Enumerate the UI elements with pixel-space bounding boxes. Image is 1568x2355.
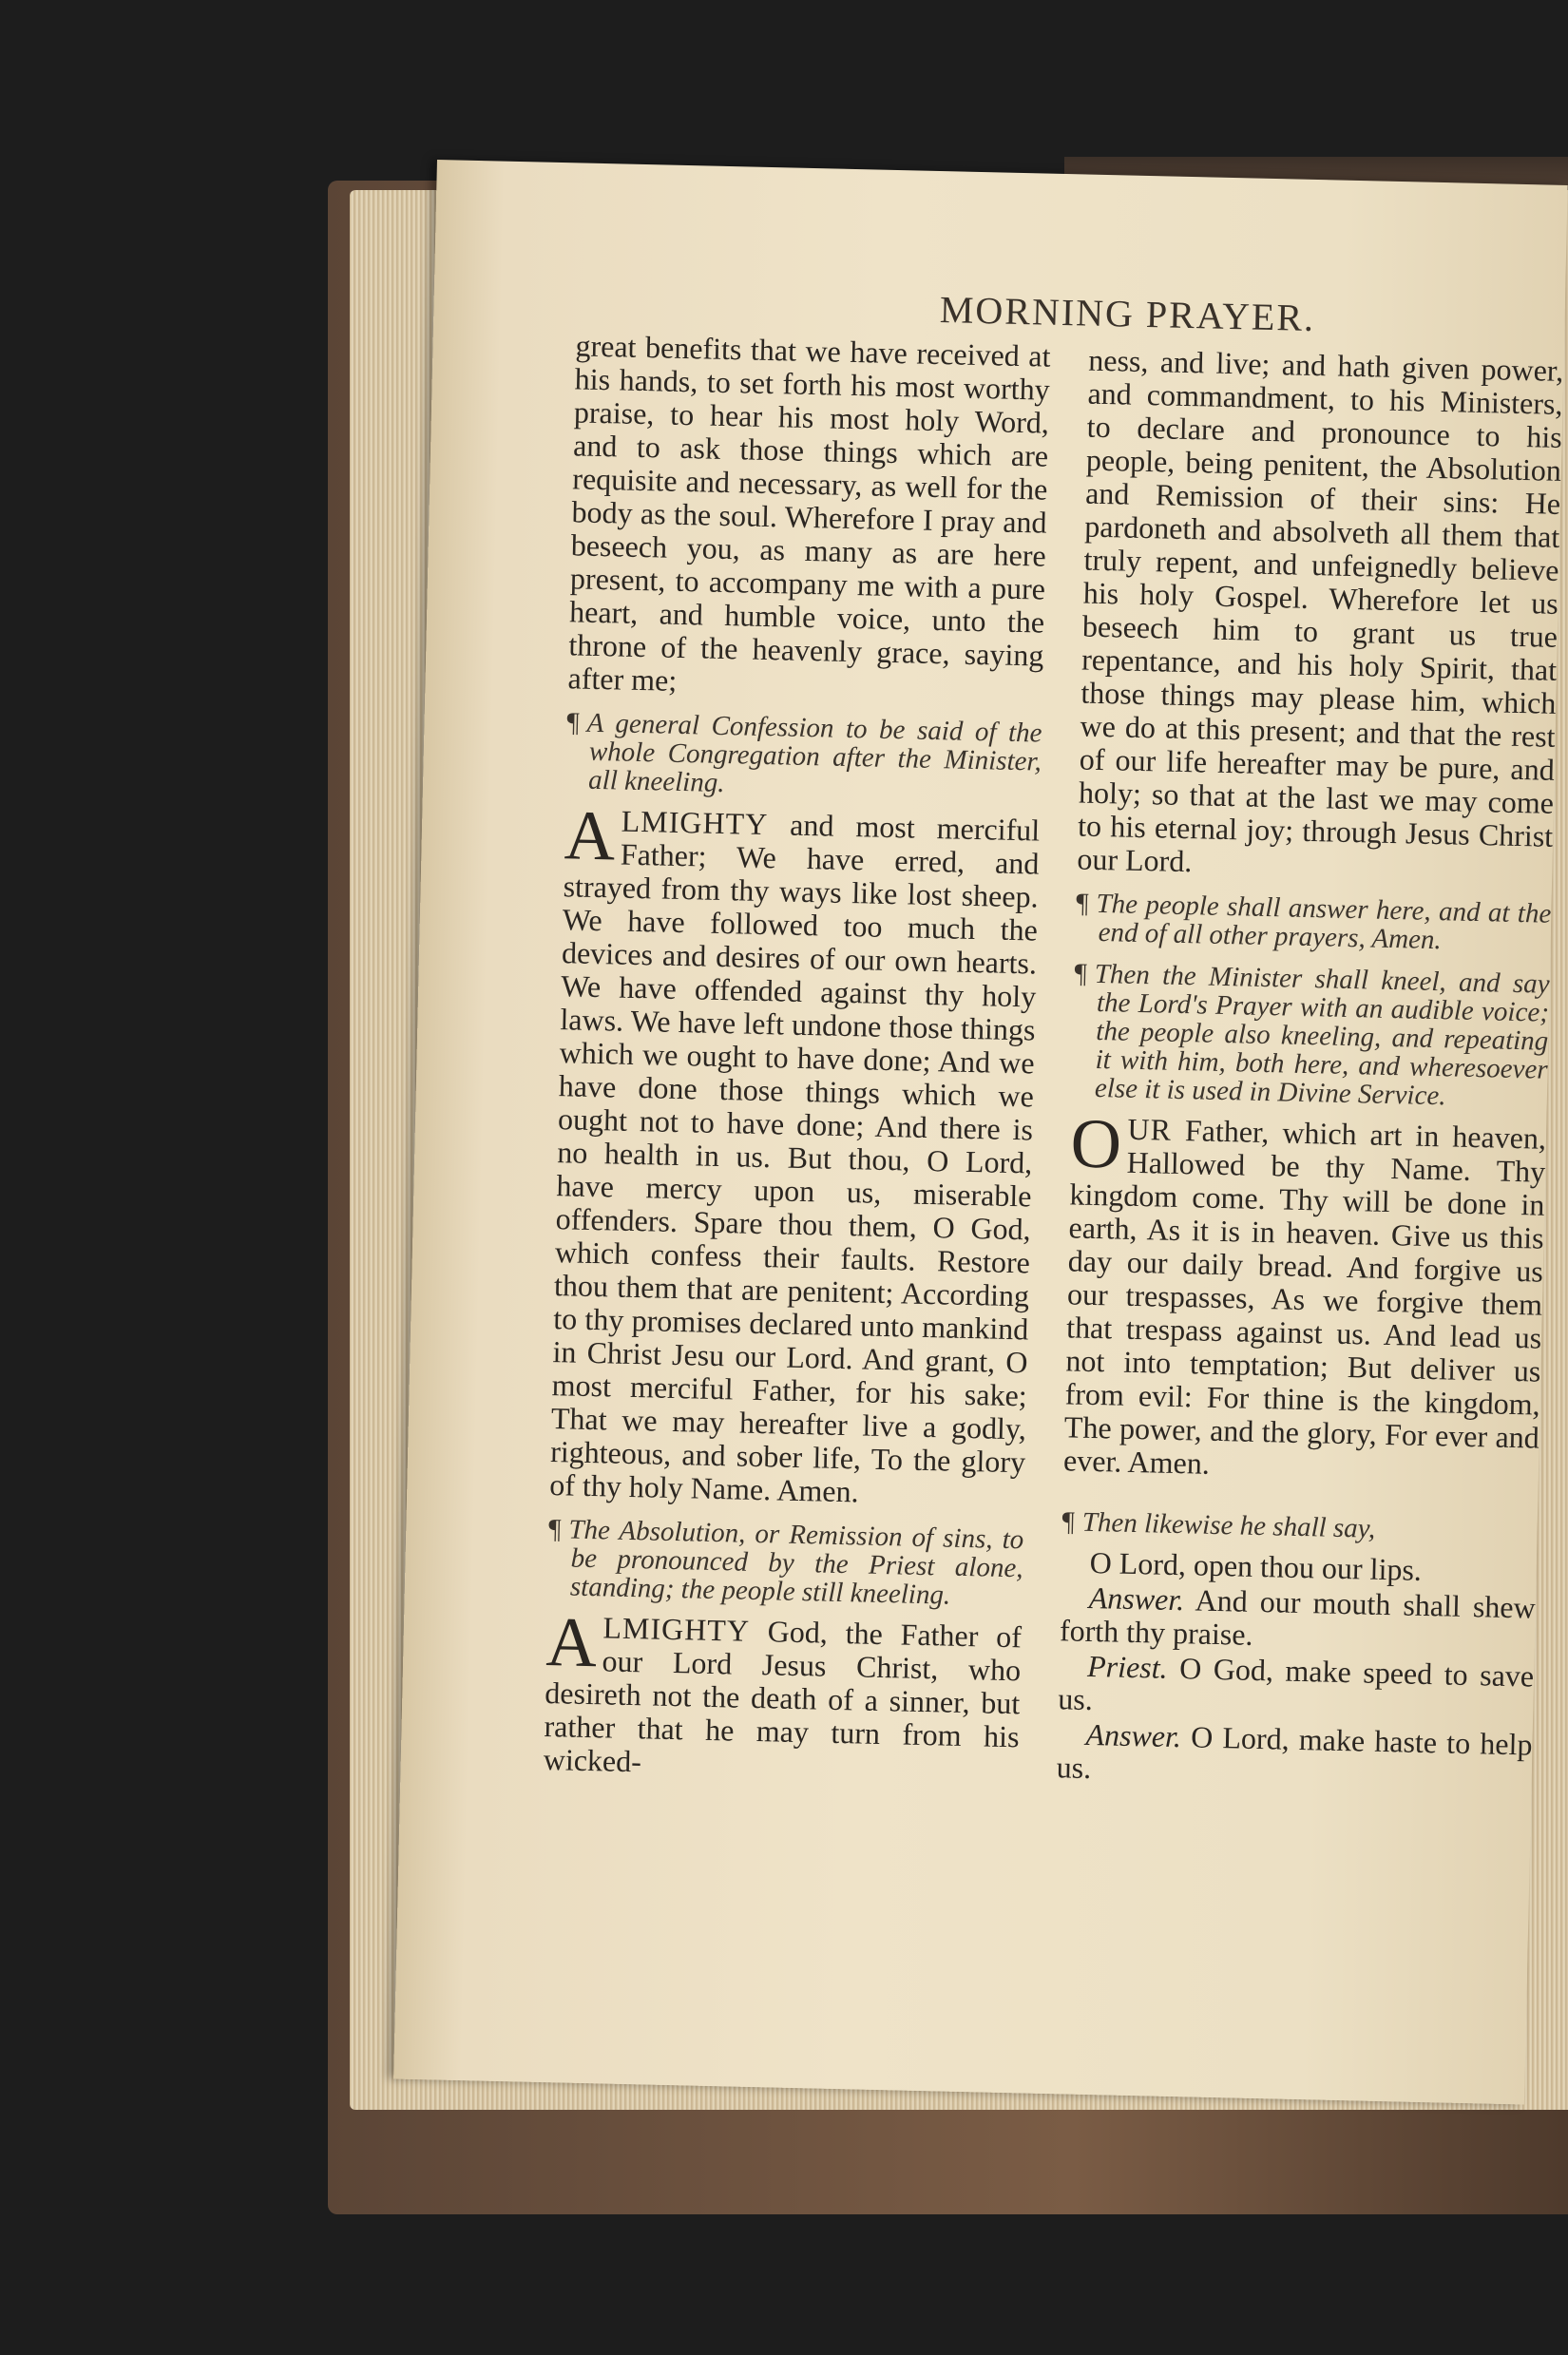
prayer-body: God, the Father of our Lord Jesus Christ, who desireth not the death of a sinner, but rather that he may turn from his wicked- [543, 1613, 1023, 1779]
versicle-speaker: Answer. [1085, 1716, 1182, 1754]
pilcrow-icon: ¶ [1076, 888, 1089, 919]
confession-prayer [548, 796, 1041, 1512]
prayer-lead: LMIGHTY [621, 803, 769, 842]
rubric-absolution: ¶ The Absolution, or Remission of sins, to be pronounced by the Priest alone, standing; the people still kneeling. [547, 1514, 1024, 1611]
versicle-text: And our mouth shall shew forth thy praise. [1059, 1582, 1537, 1652]
running-title: MORNING PRAYER. [939, 288, 1316, 340]
versicle-text: O Lord, make haste to help us. [1056, 1719, 1533, 1786]
rubric-confession: ¶ A general Confession to be said of the whole Congregation after the Minister, all kneeling. [566, 707, 1042, 799]
versicle-speaker: Priest. [1086, 1648, 1169, 1685]
versicle-text: O God, make speed to save us. [1058, 1650, 1535, 1717]
prayer-body: Father, which art in heaven, Hallowed be thy Name. Thy kingdom come. Thy will be done in earth, As it is in heaven. Give us this day our daily bread. And forgive us our trespasses, As we forgive them that trespass against us. And lead us not into temptation; But deliver us from evil: For thine is the kingdom, The power, and the glory, For ever and ever. Amen. [1062, 1112, 1547, 1481]
versicle [1056, 1717, 1532, 1794]
prayer-lead: UR [1127, 1111, 1173, 1147]
pilcrow-icon: ¶ [566, 707, 581, 738]
versicle [1058, 1649, 1534, 1726]
pilcrow-icon: ¶ [1061, 1506, 1076, 1538]
rubric-lords-prayer: ¶ Then the Minister shall kneel, and say the Lord's Prayer with an audible voice; the people also kneeling, and repeating it with him, both here, and wheresoever else it is used in Divine Service. [1074, 958, 1550, 1112]
absolution-prayer [543, 1603, 1023, 1787]
continuation-text-left: great benefits that we have received at his hands, to set forth his most worthy praise, to hear his most holy Word, and to ask those things which are requisite and necessary, as well for the body as the soul. Wherefore I pray and beseech you, as many as are here present, to accompany me with a pure heart, and humble voice, unto the throne of the heavenly grace, saying after me; [567, 328, 1051, 698]
versicle [1060, 1580, 1536, 1657]
drop-cap: A [563, 796, 617, 876]
versicle-text: O Lord, open thou our lips. [1089, 1544, 1423, 1587]
prayer-lead: LMIGHTY [602, 1610, 751, 1648]
rubric-answer: ¶ The people shall answer here, and at the end of all other prayers, Amen. [1076, 888, 1552, 956]
left-column [543, 329, 1051, 1792]
drop-cap: A [545, 1603, 599, 1683]
pilcrow-icon: ¶ [547, 1514, 562, 1545]
versicle-speaker: Answer. [1088, 1580, 1185, 1618]
lords-prayer [1062, 1104, 1547, 1487]
continuation-text-right: ness, and live; and hath given power, and commandment, to his Ministers, to declare and pronounce to his people, being penitent, the Absolution and Remission of their sins: He pardoneth and absolveth all them that truly repent, and unfeignedly believe his holy Gospel. Wherefore let us beseech him to grant us true repentance, and his holy Spirit, that those things may please him, which we do at this present; and that the rest of our life hereafter may be pure, and holy; so that at the last we may come to his eternal joy; through Jesus Christ our Lord. [1077, 342, 1564, 879]
drop-cap: O [1069, 1104, 1123, 1184]
book-page [393, 160, 1568, 2104]
pilcrow-icon: ¶ [1074, 958, 1088, 989]
prayer-body: and most merciful Father; We have erred, and strayed from thy ways like lost sheep. We have followed too much the devices and desires of our own hearts. We have offended against thy holy laws. We have left undone those things which we ought to have done; And we have done those things which we ought not to have done; And there is no health in us. But thou, O Lord, have mercy upon us, miserable offenders. Spare thou them, O God, which confess their faults. Restore thou them that are penitent; According to thy promises declared unto mankind in Christ Jesu our Lord. And grant, O most merciful Father, for his sake; That we may hereafter live a godly, righteous, and sober life, To the glory of thy holy Name. Amen. [548, 807, 1041, 1509]
right-column [1056, 344, 1563, 1795]
rubric-likewise: ¶ Then likewise he shall say, [1061, 1506, 1376, 1544]
